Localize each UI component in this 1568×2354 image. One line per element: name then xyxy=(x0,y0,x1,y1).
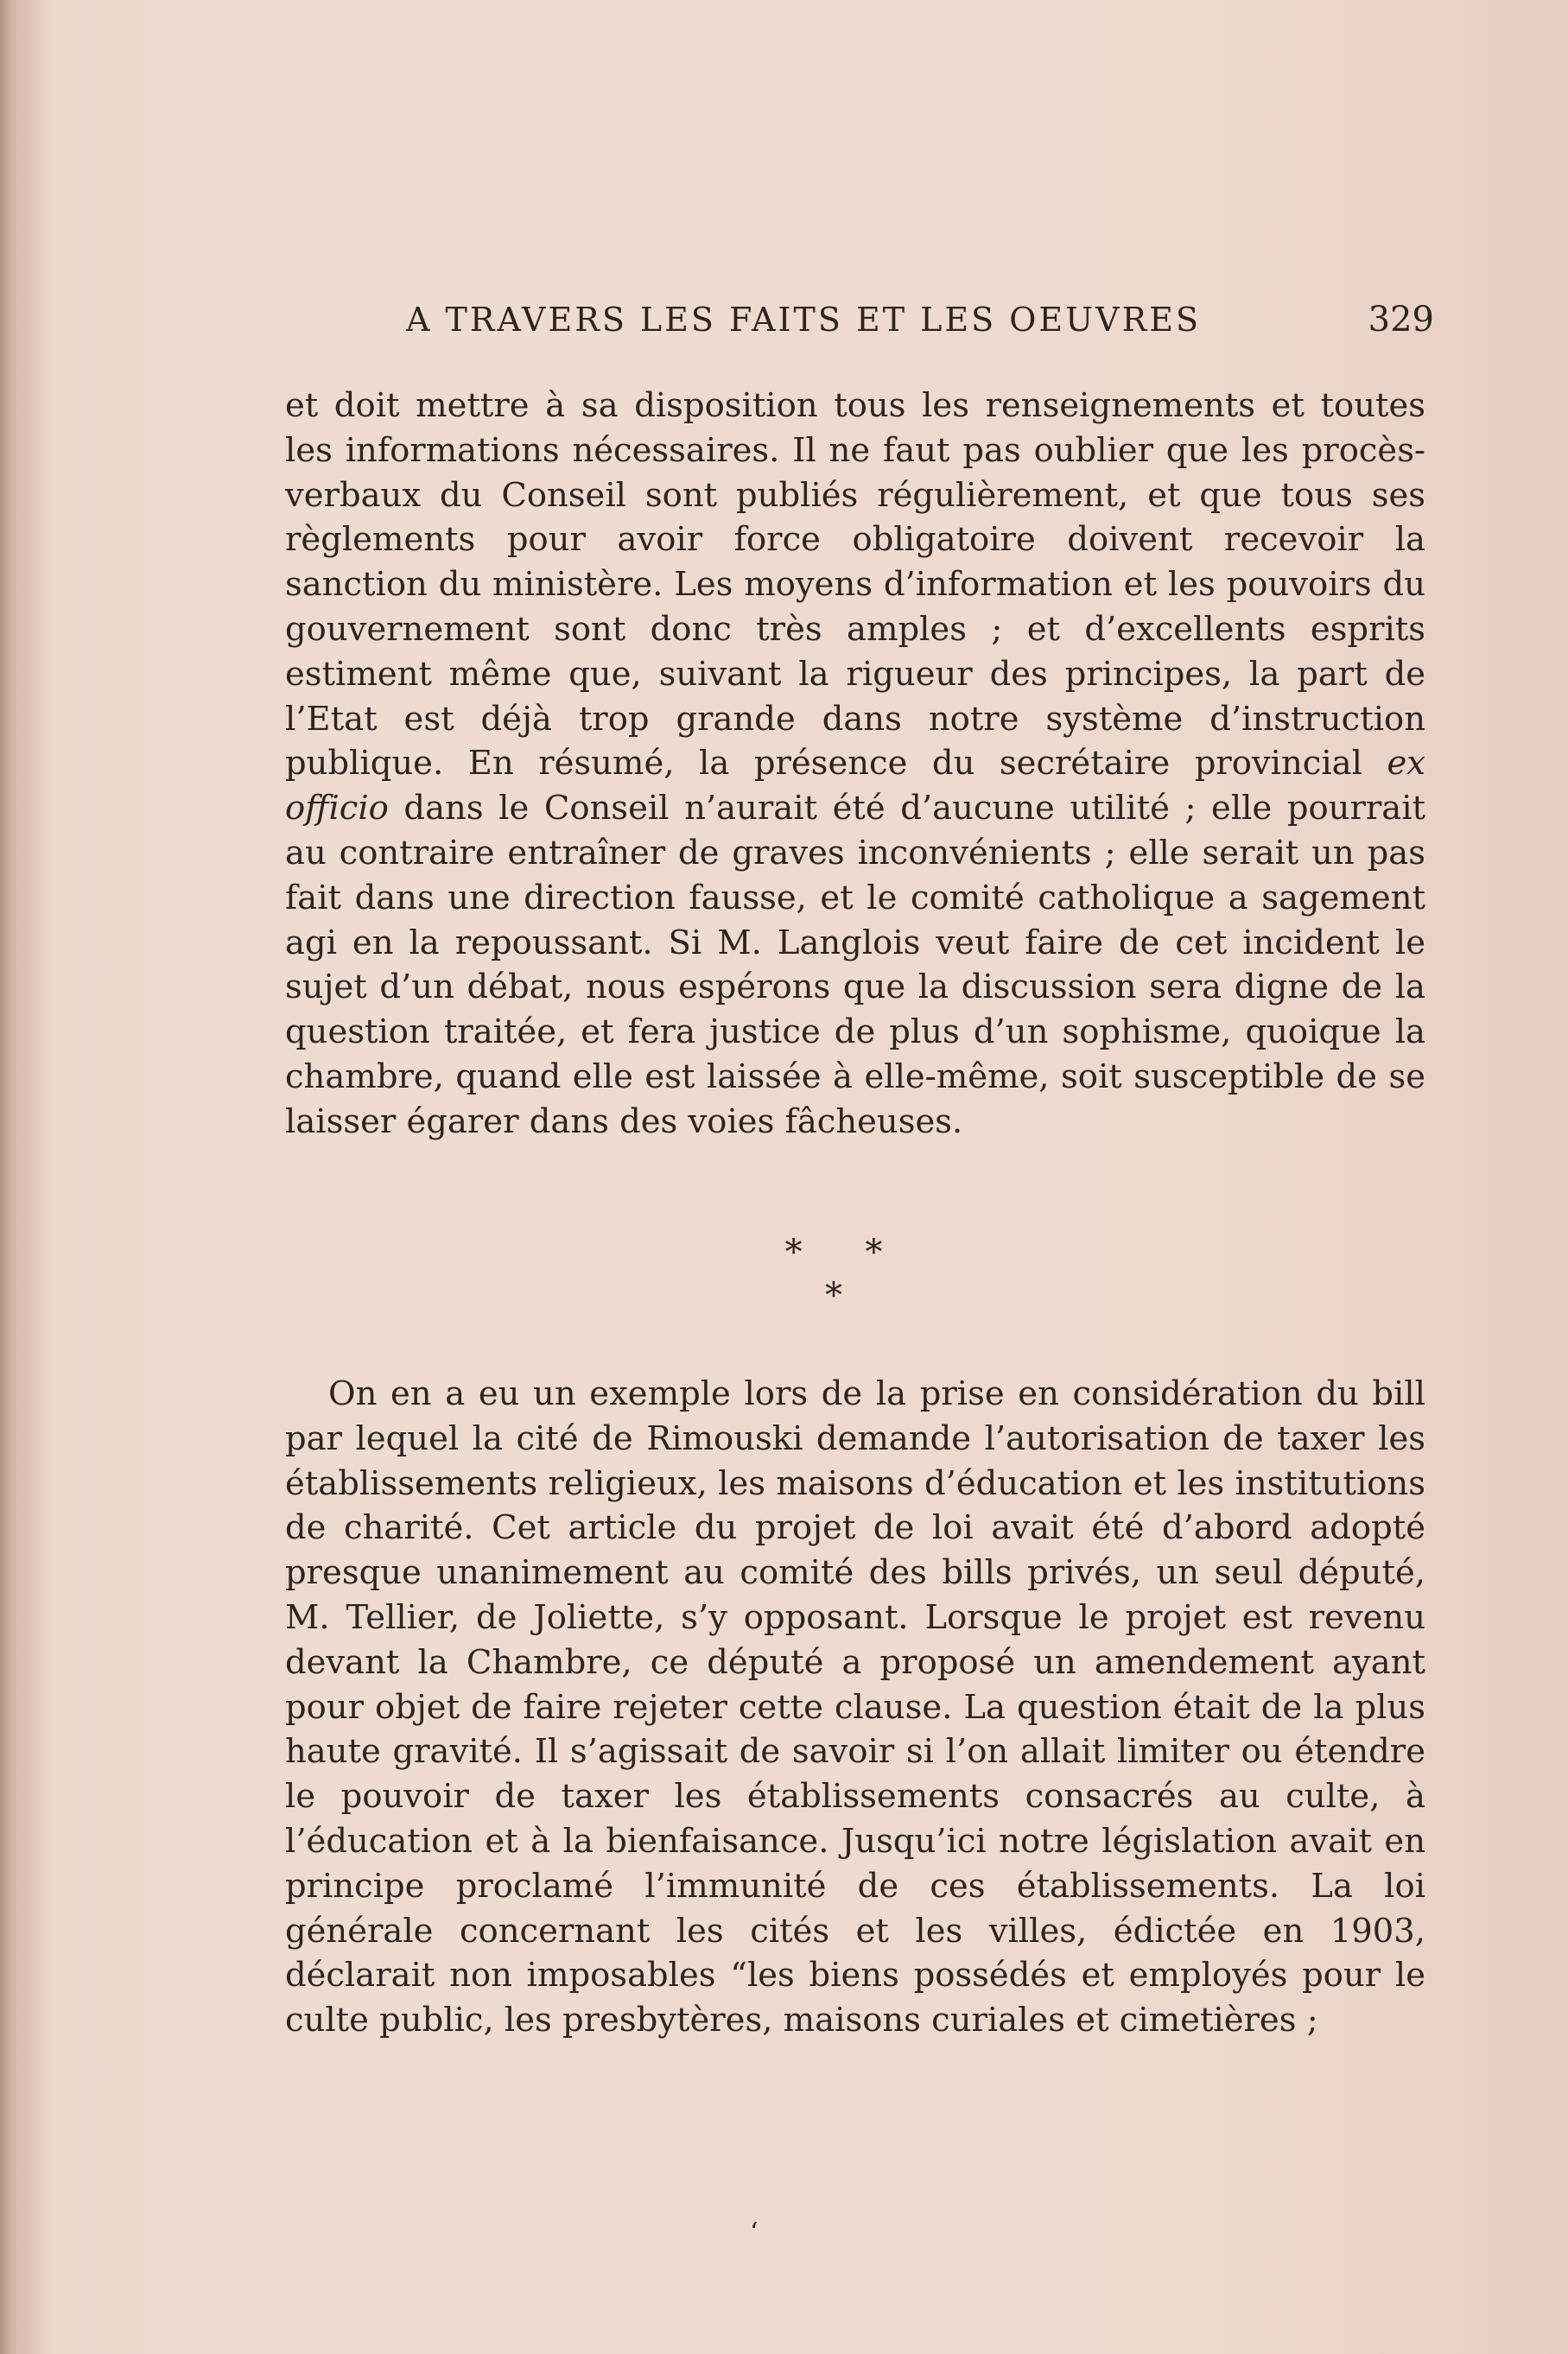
paragraph-2: On en a eu un exemple lors de la prise en considération du bill par lequel la cité de Rimouski demande l’autorisation de taxer les établissements religieux, les maisons d’éducation et les institutions de charité. Cet article du projet de loi avait été d’abord adopté presque unanimement au comité des bills privés, un seul député, M. Tellier, de Joliette, s’y opposant. Lorsque le projet est revenu devant la Chambre, ce député a proposé un amendement ayant pour objet de faire rejeter cette clause. La question était de la plus haute gravité. Il s’agissait de savoir si l’on allait limiter ou étendre le pouvoir de taxer les établissements consacrés au culte, à l’éducation et à la bienfaisance. Jusqu’ici notre législation avait en principe proclamé l’immunité de ces établissements. La loi générale concernant les cités et les villes, édictée en 1903, déclarait non imposables “les biens possédés et employés pour le culte public, les presbytères, maisons curiales et cimetières ; xyxy=(285,1374,1425,2040)
page-spine-shadow xyxy=(0,0,40,2354)
running-header xyxy=(406,294,1434,346)
paragraph-1-text-b: dans le Conseil n’aurait été d’aucune utilité ; elle pourrait au contraire entraîner de graves inconvénients ; elle serait un pas fait dans une direction fausse, et le comité catholique a sagement agi en la repoussant. Si M. Langlois veut faire de cet incident le sujet d’un débat, nous espérons que la discussion sera digne de la question traitée, et fera justice de plus d’un sophisme, quoique la chambre, quand elle est laissée à elle-même, soit susceptible de se laisser égarer dans des voies fâcheuses. xyxy=(285,789,1425,1141)
paragraph-1 xyxy=(285,384,1425,1145)
page-number: 329 xyxy=(1368,300,1434,339)
paragraph-1-text-a: et doit mettre à sa disposition tous les renseignements et toutes les informations nécessaires. Il ne faut pas oublier que les procès-verbaux du Conseil sont publiés régulièrement, et que tous ses règlements pour avoir force obligatoire doivent recevoir la sanction du ministère. Les moyens d’information et les pouvoirs du gouvernement sont donc très amples ; et d’excellents esprits estiment même que, suivant la rigueur des principes, la part de l’Etat est déjà trop grande dans notre système d’instruction publique. En résumé, la présence du secrétaire provincial xyxy=(285,386,1425,784)
footer-mark: ‘ xyxy=(750,2218,759,2248)
section-separator: * * * xyxy=(784,1233,909,1316)
paragraph-1-latin-phrase: ex officio xyxy=(285,744,1425,828)
running-title: A TRAVERS LES FAITS ET LES OEUVRES xyxy=(406,301,1201,339)
